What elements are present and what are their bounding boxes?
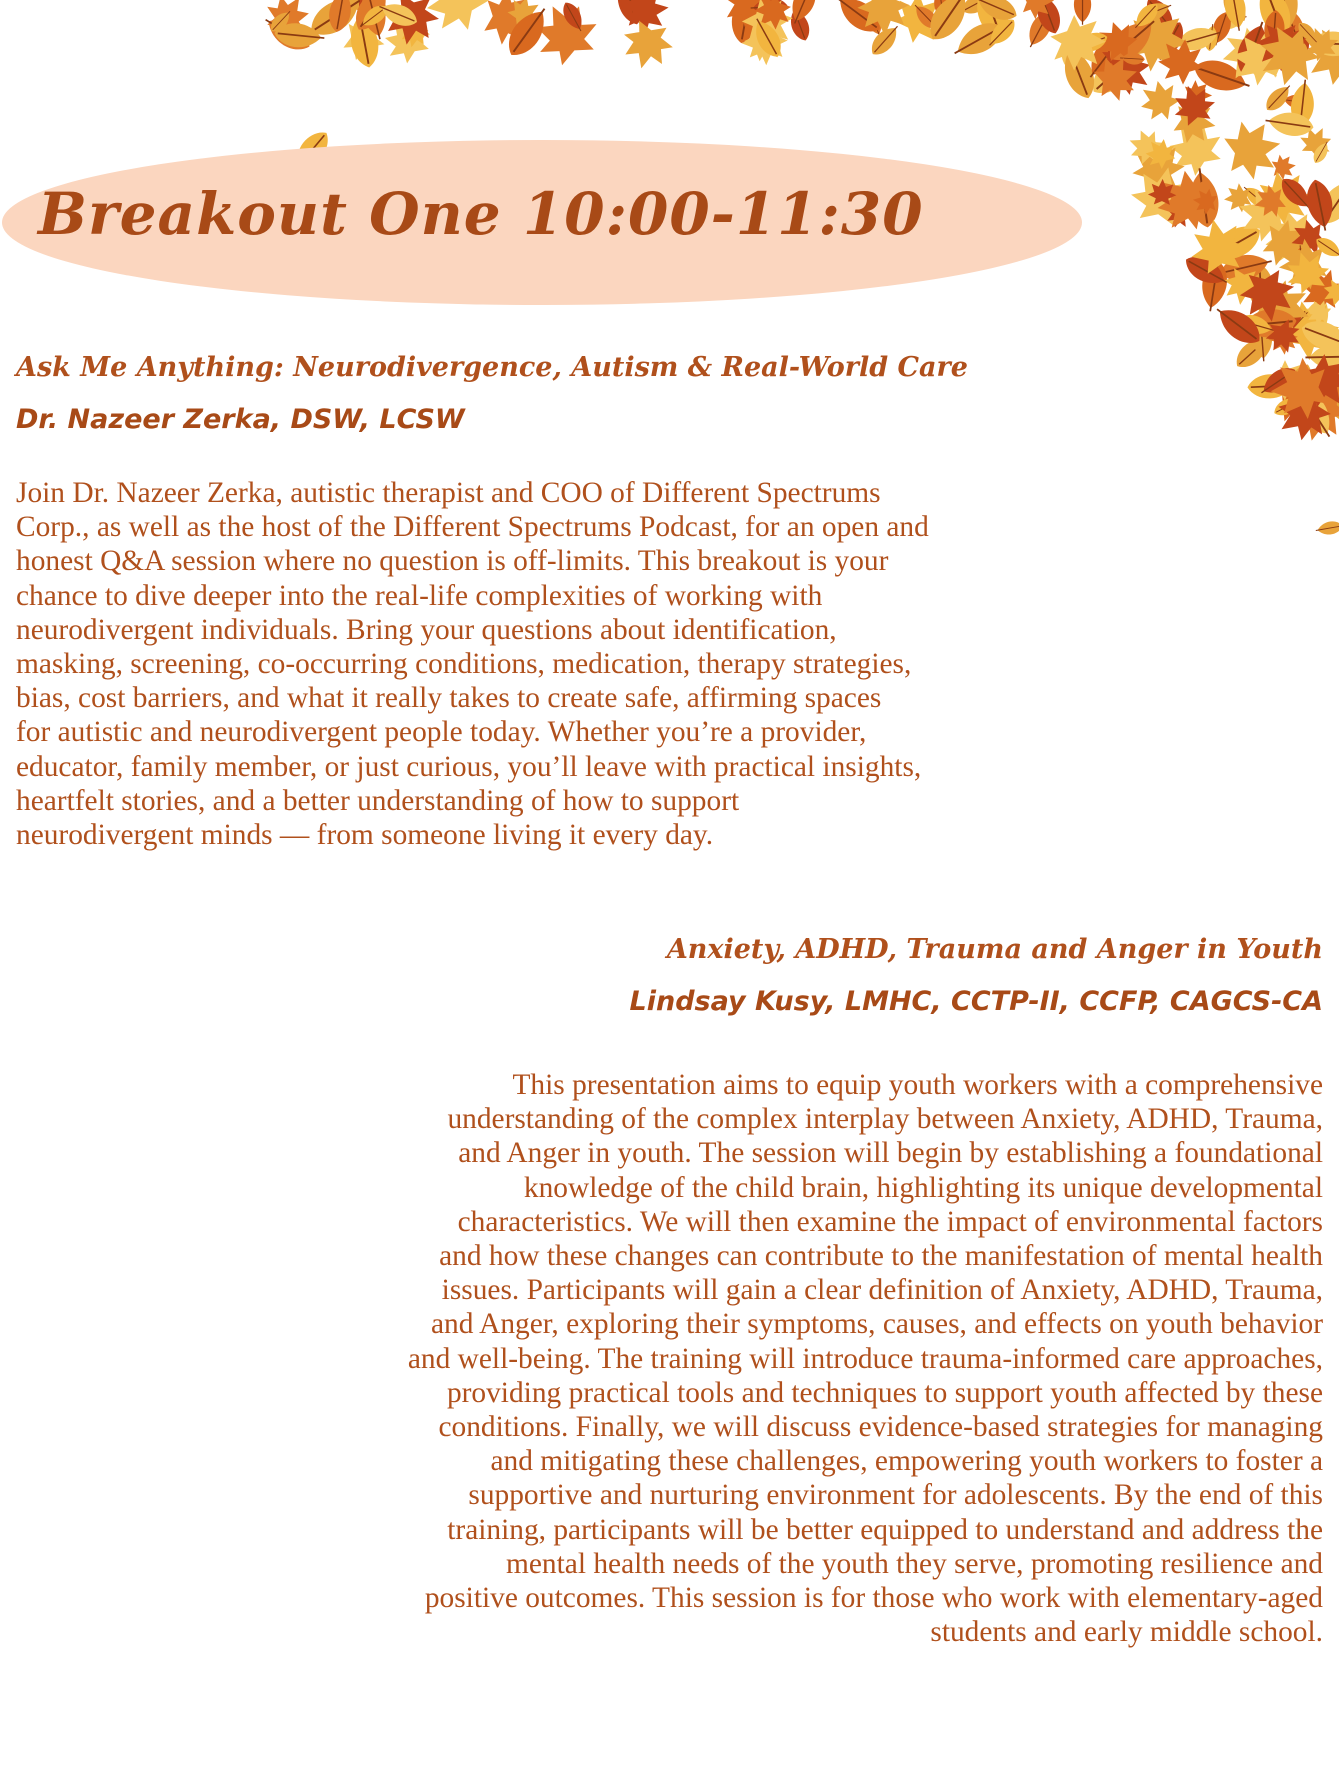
maple-leaf-icon <box>1091 50 1144 106</box>
leaf-icon <box>1055 42 1098 86</box>
leaf-icon <box>1320 384 1339 416</box>
leaf-icon <box>259 9 316 57</box>
leaf-icon <box>959 0 997 18</box>
description-line: masking, screening, co-occurring conditions, medication, therapy strategies, <box>16 648 912 681</box>
description-line: educator, family member, or just curious, you’ll leave with practical insights, <box>16 750 922 783</box>
maple-leaf-icon <box>1129 6 1192 74</box>
leaf-icon <box>356 0 380 24</box>
maple-leaf-icon <box>1268 356 1329 422</box>
leaf-icon <box>736 0 781 21</box>
maple-leaf-icon <box>483 0 538 48</box>
maple-leaf-icon <box>1280 245 1334 296</box>
leaf-icon <box>1247 263 1275 317</box>
description-line: This presentation aims to equip youth workers with a comprehensive <box>512 1069 1323 1101</box>
leaf-icon <box>830 0 887 39</box>
maple-leaf-icon <box>1249 159 1322 231</box>
leaf-icon <box>728 0 765 45</box>
leaf-icon <box>1271 393 1305 420</box>
leaf-icon <box>1247 373 1299 399</box>
leaf-icon <box>1289 384 1339 444</box>
session-1-description <box>16 476 1276 852</box>
session-2-description <box>63 1068 1323 1649</box>
maple-leaf-icon <box>1123 124 1166 169</box>
maple-leaf-icon <box>1132 73 1185 127</box>
leaf-icon <box>1303 177 1338 233</box>
leaf-icon <box>1313 172 1339 231</box>
maple-leaf-icon <box>1139 132 1180 173</box>
leaf-icon <box>786 5 814 44</box>
description-line: characteristics. We will then examine the impact of environmental factors <box>457 1205 1323 1238</box>
leaf-icon <box>1251 318 1274 362</box>
description-line: and Anger in youth. The session will begin by establishing a foundational <box>458 1137 1323 1170</box>
description-line: and how these changes can contribute to the manifestation of mental health <box>439 1240 1323 1273</box>
leaf-icon <box>972 0 1021 25</box>
leaf-icon <box>357 0 392 42</box>
leaf-icon <box>304 0 370 44</box>
leaf-icon <box>1214 9 1249 32</box>
leaf-icon <box>1070 29 1110 58</box>
maple-leaf-icon <box>1101 40 1131 71</box>
leaf-icon <box>1218 249 1275 285</box>
leaf-icon <box>1293 245 1309 276</box>
leaf-icon <box>611 0 649 28</box>
leaf-icon <box>1203 218 1266 270</box>
leaf-icon <box>910 0 943 33</box>
leaf-icon <box>1237 307 1298 340</box>
maple-leaf-icon <box>1127 161 1199 228</box>
description-line: neurodivergent minds — from someone living it every day. <box>16 819 714 852</box>
maple-leaf-icon <box>1299 351 1339 413</box>
session-2-title: Anxiety, ADHD, Trauma and Anger in Youth <box>666 934 1323 965</box>
maple-leaf-icon <box>746 0 797 38</box>
description-line: bias, cost barriers, and what it really takes to create safe, affirming spaces <box>16 682 882 715</box>
maple-leaf-icon <box>1090 14 1142 67</box>
leaf-icon <box>1285 27 1315 69</box>
session-1-presenter: Dr. Nazeer Zerka, DSW, LCSW <box>16 404 465 435</box>
leaf-icon <box>1151 18 1189 65</box>
maple-leaf-icon <box>1261 354 1317 410</box>
maple-leaf-icon <box>1293 262 1339 317</box>
maple-leaf-icon <box>735 7 796 68</box>
maple-leaf-icon <box>1237 268 1299 326</box>
leaf-icon <box>1235 311 1276 339</box>
session-2-presenter: Lindsay Kusy, LMHC, CCTP-II, CCFP, CAGCS-CA <box>629 986 1323 1017</box>
maple-leaf-icon <box>1244 275 1321 349</box>
leaf-icon <box>968 0 1015 44</box>
maple-leaf-icon <box>1316 392 1339 428</box>
maple-leaf-icon <box>1144 158 1225 241</box>
leaf-icon <box>1092 34 1141 82</box>
maple-leaf-icon <box>504 0 547 35</box>
description-line: training, participants will be better equipped to understand and address the <box>447 1513 1323 1546</box>
maple-leaf-icon <box>397 18 432 51</box>
maple-leaf-icon <box>617 18 677 75</box>
leaf-icon <box>1031 0 1066 37</box>
maple-leaf-icon <box>1041 7 1118 84</box>
leaf-icon <box>1264 109 1315 139</box>
maple-leaf-icon <box>1260 216 1314 273</box>
leaf-icon <box>1185 166 1221 229</box>
leaf-icon <box>1203 23 1219 52</box>
leaf-icon <box>1222 0 1249 32</box>
breakout-title: Breakout One 10:00-11:30 <box>38 180 924 248</box>
maple-leaf-icon <box>1191 187 1218 216</box>
maple-leaf-icon <box>1222 115 1287 184</box>
description-line: issues. Participants will gain a clear definition of Anxiety, ADHD, Trauma, <box>441 1274 1323 1307</box>
leaf-icon <box>1274 1 1309 49</box>
leaf-icon <box>1315 519 1339 536</box>
description-line: and mitigating these challenges, empowering youth workers to foster a <box>490 1445 1323 1478</box>
leaf-icon <box>559 0 588 35</box>
maple-leaf-icon <box>1148 29 1211 91</box>
leaf-icon <box>1276 173 1316 215</box>
maple-leaf-icon <box>1288 368 1339 430</box>
leaf-icon <box>1210 299 1267 351</box>
description-line: understanding of the complex interplay between Anxiety, ADHD, Trauma, <box>447 1103 1323 1136</box>
leaf-icon <box>1305 343 1339 372</box>
leaf-icon <box>1310 31 1339 57</box>
leaf-icon <box>1074 0 1091 25</box>
maple-leaf-icon <box>1129 137 1188 191</box>
session-1-title: Ask Me Anything: Neurodivergence, Autism & Real-World Care <box>16 352 968 383</box>
maple-leaf-icon <box>713 0 777 37</box>
maple-leaf-icon <box>386 0 433 44</box>
description-line: and well-being. The training will introduce trauma-informed care approaches, <box>407 1342 1323 1375</box>
leaf-icon <box>338 0 398 28</box>
leaf-icon <box>1282 361 1317 407</box>
description-line: supportive and nurturing environment for adolescents. By the end of this <box>468 1479 1323 1512</box>
leaf-icon <box>741 11 777 29</box>
maple-leaf-icon <box>1248 35 1296 83</box>
leaf-icon <box>1285 321 1321 348</box>
maple-leaf-icon <box>1276 237 1328 293</box>
leaf-icon <box>346 10 383 70</box>
leaf-icon <box>1081 29 1131 84</box>
leaf-icon <box>866 20 904 60</box>
leaf-icon <box>1276 32 1310 58</box>
maple-leaf-icon <box>886 0 955 51</box>
maple-leaf-icon <box>1185 214 1252 276</box>
leaf-icon <box>1316 401 1339 419</box>
maple-leaf-icon <box>259 0 318 43</box>
maple-leaf-icon <box>1289 347 1339 419</box>
leaf-icon <box>1294 19 1321 46</box>
maple-leaf-icon <box>1021 0 1055 20</box>
leaf-icon <box>1198 259 1230 313</box>
leaf-icon <box>922 0 978 47</box>
description-line: conditions. Finally, we will discuss evidence-based strategies for managing <box>438 1411 1323 1444</box>
description-line: chance to dive deeper into the real-life complexities of working with <box>16 579 823 612</box>
maple-leaf-icon <box>1212 22 1284 92</box>
maple-leaf-icon <box>1318 275 1339 311</box>
maple-leaf-icon <box>735 0 805 60</box>
leaf-icon <box>948 15 1008 64</box>
maple-leaf-icon <box>341 15 389 66</box>
leaf-icon <box>1056 42 1101 103</box>
leaf-icon <box>1262 302 1310 340</box>
leaf-icon <box>1084 42 1148 103</box>
maple-leaf-icon <box>1271 153 1298 182</box>
maple-leaf-icon <box>1267 327 1299 357</box>
maple-leaf-icon <box>1184 80 1212 111</box>
leaf-icon <box>983 14 1019 51</box>
leaf-icon <box>1297 315 1339 359</box>
leaf-icon <box>1312 233 1339 262</box>
maple-leaf-icon <box>375 8 437 69</box>
maple-leaf-icon <box>1303 296 1333 328</box>
leaf-icon <box>863 7 886 39</box>
description-line: students and early middle school. <box>930 1616 1323 1649</box>
description-line: Corp., as well as the host of the Different Spectrums Podcast, for an open and <box>16 511 929 544</box>
leaf-icon <box>1261 80 1295 115</box>
maple-leaf-icon <box>1158 111 1231 182</box>
maple-leaf-icon <box>1055 33 1092 72</box>
description-line: positive outcomes. This session is for those who work with elementary-aged <box>424 1582 1323 1615</box>
description-line: Join Dr. Nazeer Zerka, autistic therapist and COO of Different Spectrums <box>16 477 881 509</box>
maple-leaf-icon <box>1282 380 1339 447</box>
leaf-icon <box>1141 0 1181 37</box>
leaf-icon <box>1310 139 1332 166</box>
leaf-icon <box>1296 291 1336 345</box>
leaf-icon <box>785 0 821 28</box>
leaf-icon <box>748 14 787 62</box>
leaf-icon <box>932 0 951 19</box>
maple-leaf-icon <box>1172 97 1220 148</box>
maple-leaf-icon <box>524 0 606 71</box>
maple-leaf-icon <box>1273 385 1313 428</box>
leaf-icon <box>273 21 325 50</box>
maple-leaf-icon <box>1270 288 1339 368</box>
maple-leaf-icon <box>413 0 497 41</box>
leaf-icon <box>267 7 295 36</box>
leaf-icon <box>750 0 788 17</box>
leaf-icon <box>1231 17 1275 79</box>
leaf-icon <box>1256 362 1301 401</box>
leaf-icon <box>1266 0 1300 41</box>
leaf-icon <box>1190 54 1254 99</box>
leaf-icon <box>1208 9 1235 48</box>
maple-leaf-icon <box>1253 199 1323 271</box>
description-line: heartfelt stories, and a better understanding of how to support <box>16 784 740 817</box>
maple-leaf-icon <box>380 0 443 49</box>
leaf-icon <box>352 0 386 26</box>
maple-leaf-icon <box>744 26 788 66</box>
description-line: neurodivergent individuals. Bring your questions about identification, <box>16 613 837 646</box>
maple-leaf-icon <box>1221 267 1264 307</box>
leaf-icon <box>1022 8 1056 51</box>
leaf-icon <box>1120 52 1145 65</box>
leaf-icon <box>1130 0 1163 33</box>
leaf-icon <box>357 1 391 32</box>
leaf-icon <box>1250 0 1297 42</box>
maple-leaf-icon <box>1247 16 1326 97</box>
description-line: mental health needs of the youth they serve, promoting resilience and <box>506 1547 1323 1580</box>
leaf-icon <box>1274 25 1318 58</box>
description-line: providing practical tools and techniques to support youth affected by these <box>446 1376 1323 1409</box>
maple-leaf-icon <box>1299 22 1339 64</box>
leaf-icon <box>348 0 395 36</box>
leaf-icon <box>1285 306 1314 336</box>
leaf-icon <box>1263 9 1286 53</box>
maple-leaf-icon <box>1256 25 1307 71</box>
leaf-icon <box>1102 11 1163 69</box>
maple-leaf-icon <box>1163 200 1197 233</box>
maple-leaf-icon <box>1231 180 1294 247</box>
leaf-icon <box>1281 92 1313 111</box>
leaf-icon <box>1240 182 1271 211</box>
maple-leaf-icon <box>1295 18 1339 97</box>
leaf-icon <box>1181 250 1233 292</box>
maple-leaf-icon <box>1296 121 1338 161</box>
maple-leaf-icon <box>1262 317 1304 357</box>
maple-leaf-icon <box>1098 40 1161 105</box>
maple-leaf-icon <box>1168 80 1219 129</box>
maple-leaf-icon <box>624 0 671 36</box>
leaf-icon <box>1175 22 1223 54</box>
leaf-icon <box>1137 0 1174 25</box>
maple-leaf-icon <box>1222 182 1252 214</box>
description-line: knowledge of the child brain, highlighting its unique developmental <box>523 1171 1323 1204</box>
maple-leaf-icon <box>1286 216 1328 261</box>
leaf-icon <box>326 0 355 34</box>
leaf-icon <box>500 1 555 63</box>
description-line: honest Q&A session where no question is off-limits. This breakout is your <box>16 545 889 578</box>
maple-leaf-icon <box>856 0 911 37</box>
leaf-icon <box>376 0 421 31</box>
maple-leaf-icon <box>1251 182 1288 221</box>
description-line: and Anger, exploring their symptoms, causes, and effects on youth behavior <box>430 1308 1323 1341</box>
maple-leaf-icon <box>1266 379 1337 452</box>
maple-leaf-icon <box>1148 178 1177 205</box>
maple-leaf-icon <box>1228 29 1283 88</box>
leaf-icon <box>1289 78 1317 128</box>
description-line: for autistic and neurodivergent people today. Whether you’re a provider, <box>16 716 867 749</box>
leaf-icon <box>1230 330 1275 373</box>
leaf-icon <box>1216 0 1250 26</box>
